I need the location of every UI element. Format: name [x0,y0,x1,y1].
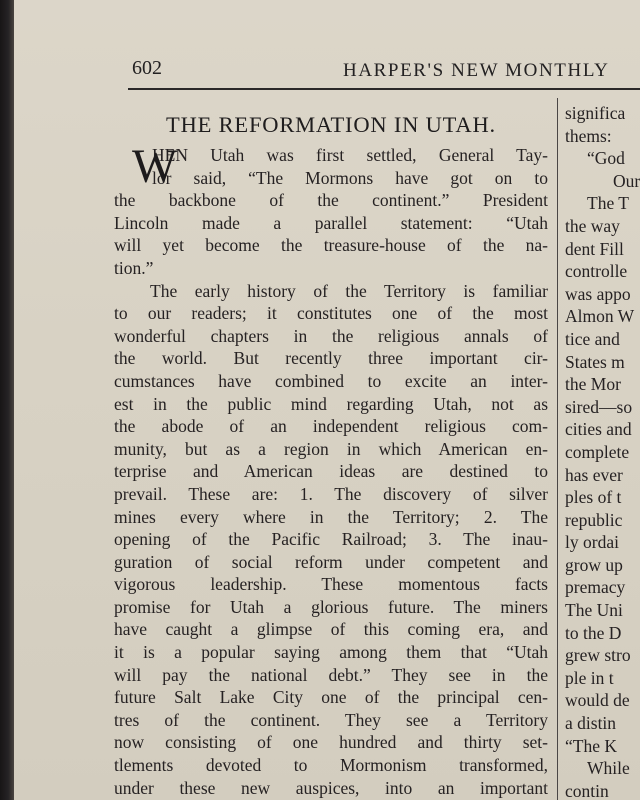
side-text-line: tice and [565,328,620,349]
side-text-line: While [587,758,630,779]
side-text-line: the way [565,215,620,236]
side-text-line: dent Fill [565,238,624,259]
text-line: under these new auspices, into an important [114,777,548,798]
article-column [114,110,548,799]
side-text-line: premacy [565,577,626,598]
text-line: mines every where in the Territory; 2. The [114,506,548,527]
side-text-line: grow up [565,554,623,575]
side-text-line: was appo [565,283,631,304]
text-line: now consisting of one hundred and thirty set- [114,732,548,753]
text-line: have caught a glimpse of this coming era, and [114,619,548,640]
side-text-line: republic [565,509,623,530]
side-text-line: would de [565,690,630,711]
side-text-line: a distin [565,713,617,734]
side-text-line: Our [613,170,640,191]
text-line: the backbone of the continent.” President [114,190,548,211]
side-text-line: the Mor [565,374,621,395]
side-text-line: controlle [565,261,628,282]
side-text-line: cities and [565,419,632,440]
side-text-line: Almon W [565,306,635,327]
running-head: HARPER'S NEW MONTHLY [343,60,610,81]
text-line: Lincoln made a parallel statement: “Utah [114,212,548,233]
text-line: cumstances have combined to excite an inter- [114,370,548,391]
side-text-line: “God [587,148,625,169]
article-paragraph [114,280,548,800]
text-line: wonderful chapters in the religious annals of [114,325,548,346]
side-text-line: States m [565,351,625,372]
text-line: HEN Utah was first settled, General Tay- [152,145,548,165]
drop-cap: W [132,140,178,193]
page-binding-shadow [0,0,14,800]
side-text-line: ple in t [565,667,614,688]
text-line: opening of the Pacific Railroad; 3. The inau- [114,529,548,550]
column-divider [557,98,558,800]
text-line: to our readers; it constitutes one of the most [114,303,548,324]
text-line: terprise and American ideas are destined to [114,461,548,482]
text-line: will pay the national debt.” They see in the [114,664,548,685]
side-text-line: has ever [565,464,623,485]
text-line: future Salt Lake City one of the principal cen- [114,687,548,708]
side-text-line: significa [565,103,626,123]
text-line: the abode of an independent religious com- [114,416,548,437]
text-line: tlements devoted to Mormonism transformed, [114,755,548,776]
article-title: THE REFORMATION IN UTAH. [166,112,496,137]
side-text-line: The Uni [565,600,623,621]
article-paragraph [114,140,548,280]
adjacent-column [565,102,640,800]
side-text-line: complete [565,441,630,462]
text-line: vigorous leadership. These momentous facts [114,574,548,595]
text-line: promise for Utah a glorious future. The miners [114,596,548,617]
page-number: 602 [132,57,162,79]
text-line: munity, but as a region in which American en- [114,438,548,459]
text-line: it is a popular saying among them that “Utah [114,642,548,663]
text-line: The early history of the Territory is familiar [150,280,548,301]
text-line: lor said, “The Mormons have got on to [152,167,548,188]
text-line: tres of the continent. They see a Territory [114,709,548,730]
text-line: will yet become the treasure-house of the na- [114,235,548,256]
side-text-line: to the D [565,622,622,643]
text-line: tion.” [114,257,154,278]
side-text-line: sired—so [565,396,633,417]
text-line: guration of social reform under competent and [114,551,548,572]
text-line: est in the public mind regarding Utah, not as [114,393,548,414]
text-line: prevail. These are: 1. The discovery of silver [114,483,548,504]
side-text-line: ly ordai [565,532,619,553]
side-text-line: grew stro [565,645,631,666]
text-line: the world. But recently three important cir- [114,348,548,369]
header-rule [128,88,640,90]
side-text-line: “The K [565,735,617,756]
side-text-line: contin [565,780,609,800]
side-text-line: ples of t [565,487,622,508]
side-text-line: The T [587,193,629,214]
side-text-line: thems: [565,125,612,146]
